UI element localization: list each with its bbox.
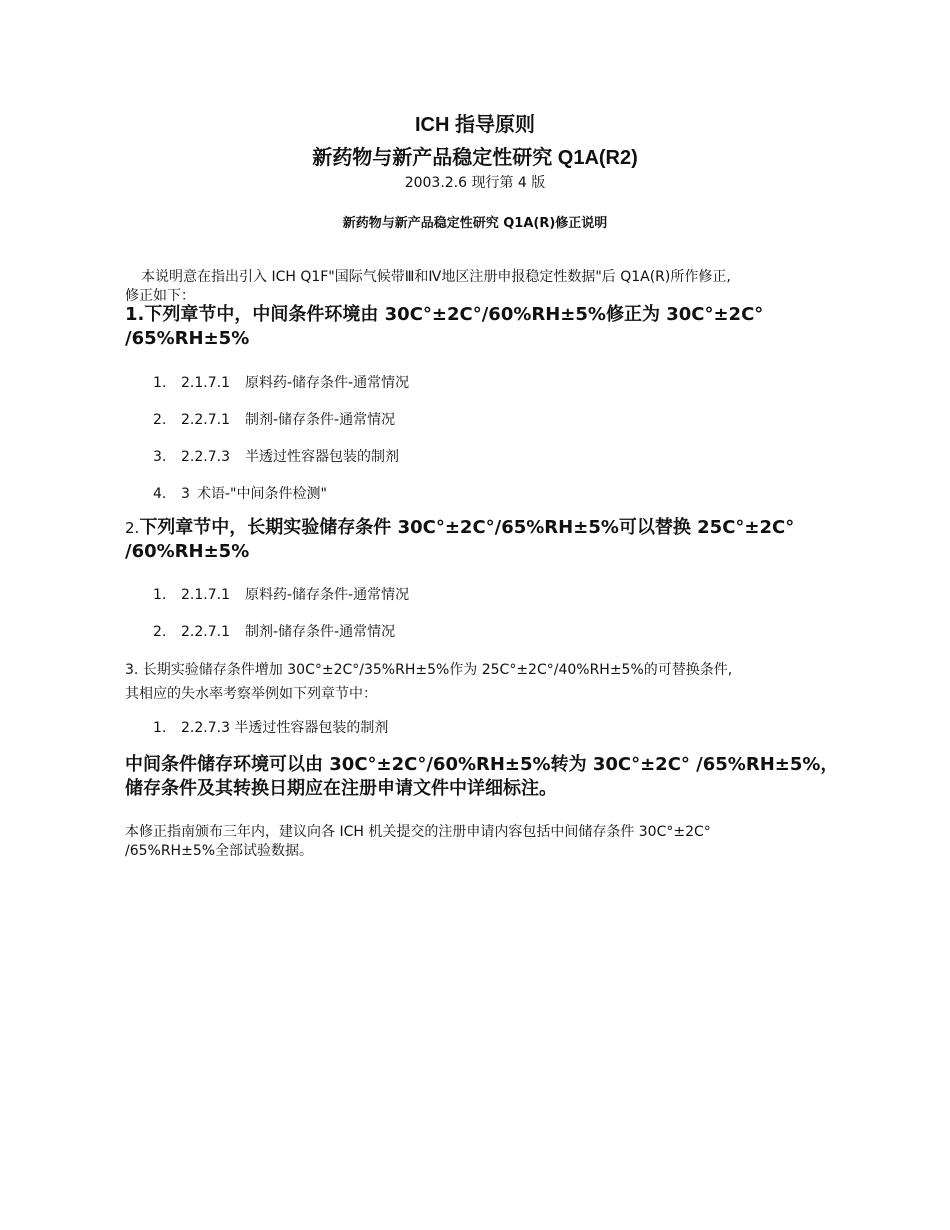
list-item-number: 4. bbox=[153, 486, 167, 502]
list-item-code: 2.1.7.1 bbox=[181, 587, 230, 603]
list-item-number: 1. bbox=[153, 587, 167, 603]
list-item bbox=[153, 446, 399, 466]
list-item bbox=[153, 717, 388, 737]
list-item-code: 2.2.7.3 bbox=[181, 449, 230, 465]
list-item-text: 制剂-储存条件-通常情况 bbox=[245, 412, 396, 428]
list-item-text: 术语-"中间条件检测" bbox=[197, 486, 327, 502]
section-1-heading bbox=[125, 303, 825, 351]
footer-note: 本修正指南颁布三年内，建议向各 ICH 机关提交的注册申请内容包括中间储存条件 30C°±2C° /65%RH±5%全部试验数据。 bbox=[125, 824, 711, 859]
list-item bbox=[153, 483, 327, 503]
list-item-number: 2. bbox=[153, 624, 167, 640]
list-item-code: 3 bbox=[181, 486, 190, 502]
document-title: ICH 指导原则 bbox=[415, 114, 535, 136]
document-subtitle: 新药物与新产品稳定性研究 Q1A(R)修正说明 bbox=[342, 216, 608, 231]
list-item-number: 2. bbox=[153, 412, 167, 428]
section-3-line-1: 3. 长期实验储存条件增加 30C°±2C°/35%RH±5%作为 25C°±2C°/40%RH±5%的可替换条件, bbox=[125, 662, 733, 678]
list-item-code: 2.1.7.1 bbox=[181, 375, 230, 391]
section-2-heading-text: 下列章节中，长期实验储存条件 30C°±2C°/65%RH±5%可以替换 25C°±2C° /60%RH±5% bbox=[125, 517, 795, 562]
intro-line-2: 修正如下： bbox=[125, 288, 195, 304]
intro-paragraph bbox=[125, 268, 825, 306]
section-3-line-2: 其相应的失水率考察举例如下列章节中： bbox=[125, 686, 377, 702]
list-item bbox=[153, 409, 395, 429]
list-item-text: 制剂-储存条件-通常情况 bbox=[245, 624, 396, 640]
intro-line-1: 本说明意在指出引入 ICH Q1F"国际气候带Ⅲ和Ⅳ地区注册申报稳定性数据"后 Q1A(R)所作修正, bbox=[141, 269, 731, 285]
list-item-text: 2.2.7.3 半透过性容器包装的制剂 bbox=[181, 720, 389, 736]
list-item-number: 1. bbox=[153, 375, 167, 391]
list-item-text: 原料药-储存条件-通常情况 bbox=[245, 587, 410, 603]
section-1-heading-text: 下列章节中，中间条件环境由 30C°±2C°/60%RH±5%修正为 30C°±2C° /65%RH±5% bbox=[125, 304, 764, 349]
section-2-heading bbox=[125, 516, 825, 564]
section-3-paragraph bbox=[125, 658, 845, 706]
list-item-code: 2.2.7.1 bbox=[181, 624, 230, 640]
version-line: 2003.2.6 现行第 4 版 bbox=[404, 175, 546, 191]
list-item-number: 1. bbox=[153, 720, 167, 736]
list-item bbox=[153, 584, 409, 604]
list-item-text: 原料药-储存条件-通常情况 bbox=[245, 375, 410, 391]
section-1-number: 1. bbox=[125, 304, 145, 325]
list-item-text: 半透过性容器包装的制剂 bbox=[245, 449, 399, 465]
section-2-number: 2. bbox=[125, 519, 140, 537]
list-item-number: 3. bbox=[153, 449, 167, 465]
list-item bbox=[153, 372, 409, 392]
document-title-secondary: 新药物与新产品稳定性研究 Q1A(R2) bbox=[312, 147, 638, 169]
list-item bbox=[153, 621, 395, 641]
list-item-code: 2.2.7.1 bbox=[181, 412, 230, 428]
section-4-heading: 中间条件储存环境可以由 30C°±2C°/60%RH±5%转为 30C°±2C° /65%RH±5%，储存条件及其转换日期应在注册申请文件中详细标注。 bbox=[125, 754, 839, 799]
